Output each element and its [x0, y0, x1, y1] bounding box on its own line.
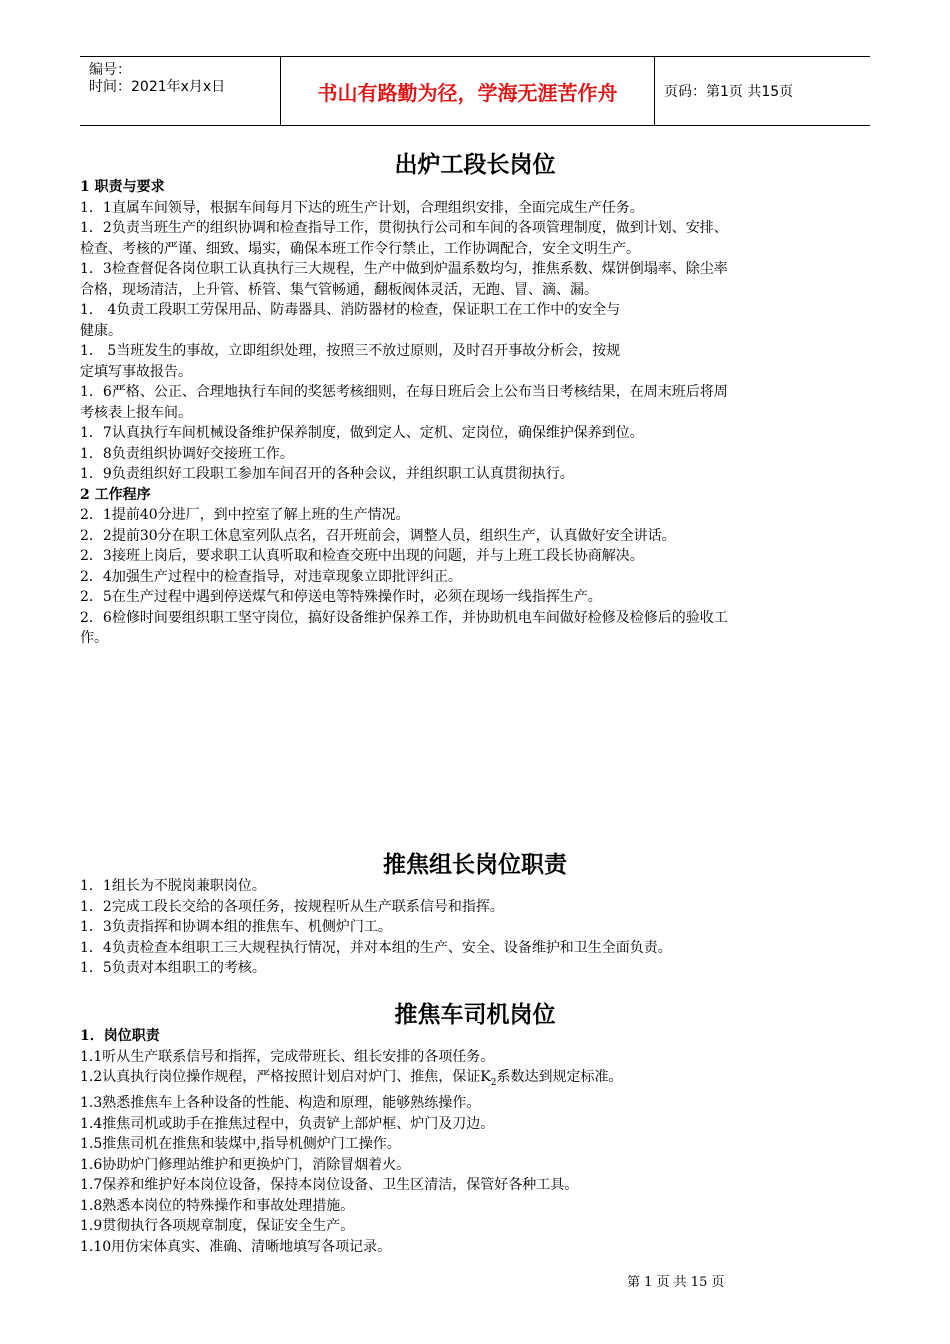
text-line: 1.2认真执行岗位操作规程，严格按照计划启对炉门、推焦，保证$K_2$系数达到规定标准。 — [80, 1069, 623, 1088]
text-line: 1.10用仿宋体真实、准确、清晰地填写各项记录。 — [80, 1238, 392, 1255]
text-line: 1．4负责检查本组职工三大规程执行情况，并对本组的生产、安全、设备维护和卫生全面负责。 — [80, 939, 672, 956]
header-meta — [80, 57, 281, 125]
document-time-label: 时间：2021年x月x日 — [89, 79, 226, 95]
text-line: 1.1听从生产联系信号和指挥，完成带班长、组长安排的各项任务。 — [80, 1048, 495, 1065]
subscript: 2 — [490, 1077, 497, 1088]
text-line: 检查、考核的严谨、细致、塌实，确保本班工作令行禁止，工作协调配合，安全文明生产。 — [80, 240, 640, 257]
text-line: 1．9负责组织好工段职工参加车间召开的各种会议，并组织职工认真贯彻执行。 — [80, 466, 574, 482]
text-line: 健康。 — [80, 322, 122, 339]
text-line: 1.6协助炉门修理站维护和更换炉门，消除冒烟着火。 — [80, 1156, 411, 1173]
text-line: 合格，现场清洁，上升管、桥管、集气管畅通，翻板阀体灵活，无跑、冒、滴、漏。 — [80, 281, 598, 298]
text-line: 1．3检查督促各岗位职工认真执行三大规程，生产中做到炉温系数均匀，推焦系数、煤饼倒塌率、除尘率 — [80, 261, 728, 277]
section-heading: 1．岗位职责 — [80, 1028, 160, 1044]
text-line: 1.8熟悉本岗位的特殊操作和事故处理措施。 — [80, 1197, 355, 1214]
text-line: 1．2负责当班生产的组织协调和检查指导工作，贯彻执行公司和车间的各项管理制度，做到计划、安排、 — [80, 220, 728, 236]
text-line: 1．5负责对本组职工的考核。 — [80, 960, 266, 976]
text-line: 1．1直属车间领导，根据车间每月下达的班生产计划，合理组织安排，全面完成生产任务。 — [80, 199, 644, 216]
section-body-2 — [80, 876, 872, 979]
text-line: 1．8负责组织协调好交接班工作。 — [80, 445, 294, 462]
document-number-label: 编号： — [89, 62, 131, 78]
text-line: 1.7保养和维护好本岗位设备，保持本岗位设备、卫生区清洁，保管好各种工具。 — [80, 1177, 579, 1194]
text-line: 2．2提前30分在职工休息室列队点名，召开班前会，调整人员，组织生产，认真做好安全讲话。 — [80, 527, 676, 544]
text-line: 1.3熟悉推焦车上各种设备的性能、构造和原理，能够熟练操作。 — [80, 1095, 481, 1112]
header-motto: 书山有路勤为径，学海无涯苦作舟 — [281, 57, 655, 125]
text-line: 2．5在生产过程中遇到停送煤气和停送电等特殊操作时，必须在现场一线指挥生产。 — [80, 589, 602, 605]
page-header — [80, 56, 870, 126]
text-line: 1．7认真执行车间机械设备维护保养制度，做到定人、定机、定岗位，确保维护保养到位。 — [80, 425, 644, 441]
header-page-info: 页码：第1页 共15页 — [664, 84, 794, 100]
text-line: 2．3接班上岗后，要求职工认真听取和检查交班中出现的问题，并与上班工段长协商解决。 — [80, 548, 644, 564]
section-heading: 2 工作程序 — [80, 486, 151, 503]
section-title-3: 推焦车司机岗位 — [394, 1002, 556, 1028]
text-line: 1． 4负责工段职工劳保用品、防毒器具、消防器材的检查，保证职工在工作中的安全与 — [80, 302, 621, 318]
text-line: 1．6严格、公正、合理地执行车间的奖惩考核细则，在每日班后会上公布当日考核结果，在周末班后将周 — [80, 384, 728, 400]
section-body-3 — [80, 1026, 872, 1257]
text-line: 1． 5当班发生的事故，立即组织处理，按照三不放过原则，及时召开事故分析会，按规 — [80, 343, 621, 359]
text-line: 1．1组长为不脱岗兼职岗位。 — [80, 878, 266, 894]
text-line: 作。 — [80, 630, 108, 646]
text-line: 1.4推焦司机或助手在推焦过程中，负责铲上部炉框、炉门及刀边。 — [80, 1115, 495, 1132]
text-line: 2．4加强生产过程中的检查指导，对违章现象立即批评纠正。 — [80, 568, 462, 585]
text-line: 考核表上报车间。 — [80, 404, 192, 421]
text-line: 1．3负责指挥和协调本组的推焦车、机侧炉门工。 — [80, 919, 392, 935]
text-line: 2．6检修时间要组织职工坚守岗位，搞好设备维护保养工作，并协助机电车间做好检修及检修后的验收工 — [80, 609, 728, 626]
text-line: 1.5推焦司机在推焦和装煤中,指导机侧炉门工操作。 — [80, 1136, 401, 1153]
text-line: 1.9贯彻执行各项规章制度，保证安全生产。 — [80, 1218, 355, 1235]
section-body-1 — [80, 177, 872, 649]
section-heading: 1 职责与要求 — [80, 179, 165, 195]
section-title-1: 出炉工段长岗位 — [394, 152, 556, 178]
text-line: 1．2完成工段长交给的各项任务，按规程听从生产联系信号和指挥。 — [80, 898, 504, 915]
section-title-2: 推焦组长岗位职责 — [383, 852, 567, 878]
text-line: 2．1提前40分进厂，到中控室了解上班的生产情况。 — [80, 507, 410, 523]
page-footer: 第 1 页 共 15 页 — [627, 1275, 725, 1290]
text-line: 定填写事故报告。 — [80, 363, 192, 380]
